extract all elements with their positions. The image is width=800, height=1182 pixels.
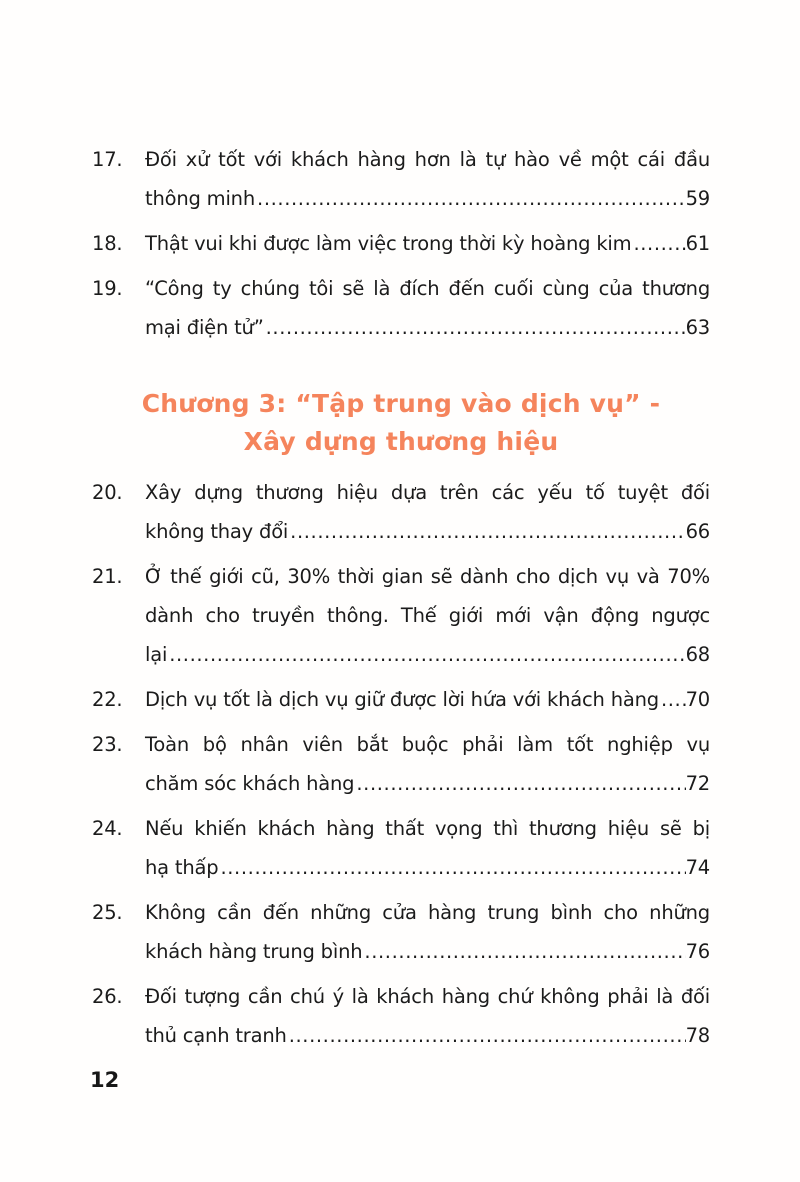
toc-entry-text-line: Nếu khiến khách hàng thất vọng thì thương hiệu sẽ bị (145, 817, 710, 840)
toc-entry-number: 25. (92, 901, 123, 924)
toc-entry-text-line: dành cho truyền thông. Thế giới mới vận động ngược (145, 604, 710, 627)
toc-entry-body (145, 269, 710, 347)
dot-leader (364, 932, 685, 971)
toc-entry-number: 20. (92, 481, 123, 504)
toc-entry (92, 977, 710, 1055)
toc-entry-text-line: không thay đổi (145, 520, 289, 543)
toc-entry-text-line: Xây dựng thương hiệu dựa trên các yếu tố tuyệt đối (145, 481, 710, 504)
toc-entry-body (145, 977, 710, 1055)
toc-entry-body (145, 893, 710, 971)
toc-entry-text-line: thông minh (145, 187, 256, 210)
toc-entry-text-line: chăm sóc khách hàng (145, 772, 355, 795)
toc-entry-text-line: Dịch vụ tốt là dịch vụ giữ được lời hứa với khách hàng (145, 688, 659, 711)
toc-entry-page-ref: 63 (685, 316, 710, 339)
dot-leader (661, 680, 686, 719)
toc-entry-last-line (145, 680, 710, 719)
dot-leader (633, 224, 685, 263)
toc-entry-body (145, 473, 710, 551)
toc-entry-body (145, 809, 710, 887)
toc-entry-text-line: lại (145, 643, 168, 666)
toc-entry-body (145, 224, 710, 263)
toc-entry (92, 893, 710, 971)
toc-entry-text-line: “Công ty chúng tôi sẽ là đích đến cuối cùng của thương (145, 277, 710, 300)
toc-entry (92, 269, 710, 347)
toc-entry-page-ref: 78 (685, 1024, 710, 1047)
toc-entry-number: 22. (92, 688, 123, 711)
toc-entry-page-ref: 76 (685, 940, 710, 963)
toc-entry-page-ref: 68 (685, 643, 710, 666)
toc-entry (92, 725, 710, 803)
toc-entry-number: 23. (92, 733, 123, 756)
toc-entry (92, 680, 710, 719)
toc-entry-body (145, 140, 710, 218)
toc-entry-number: 19. (92, 277, 123, 300)
dot-leader (169, 635, 685, 674)
toc-entry-text-line: Toàn bộ nhân viên bắt buộc phải làm tốt nghiệp vụ (145, 733, 710, 756)
dot-leader (220, 848, 685, 887)
toc-entry-body (145, 680, 710, 719)
toc-entry-page-ref: 74 (685, 856, 710, 879)
toc-entry-number: 17. (92, 148, 123, 171)
toc-entry-number: 18. (92, 232, 123, 255)
toc-entry-last-line (145, 1016, 710, 1055)
toc-entry-number: 26. (92, 985, 123, 1008)
toc-entry-text-line: Thật vui khi được làm việc trong thời kỳ hoàng kim (145, 232, 632, 255)
toc-entry (92, 809, 710, 887)
toc-entry-number: 24. (92, 817, 123, 840)
toc-entry (92, 473, 710, 551)
dot-leader (257, 179, 686, 218)
toc-entry-last-line (145, 179, 710, 218)
toc-entry (92, 557, 710, 674)
toc-entry-text-line: thủ cạnh tranh (145, 1024, 287, 1047)
toc-entry-page-ref: 61 (685, 232, 710, 255)
toc-entry-number: 21. (92, 565, 123, 588)
dot-leader (266, 308, 686, 347)
page-number: 12 (90, 1068, 120, 1092)
toc-entry-last-line (145, 932, 710, 971)
toc-entry-body (145, 557, 710, 674)
toc-entry-last-line (145, 764, 710, 803)
toc-section-after-heading (92, 473, 710, 1055)
toc-entry-body (145, 725, 710, 803)
toc-entry-text-line: khách hàng trung bình (145, 940, 363, 963)
toc-entry (92, 140, 710, 218)
dot-leader (356, 764, 685, 803)
chapter-heading (92, 385, 710, 461)
toc-entry-page-ref: 66 (685, 520, 710, 543)
toc-entry-text-line: Đối tượng cần chú ý là khách hàng chứ không phải là đối (145, 985, 710, 1008)
dot-leader (290, 512, 685, 551)
toc-entry-text-line: hạ thấp (145, 856, 219, 879)
chapter-heading-line2: Xây dựng thương hiệu (243, 427, 559, 456)
toc-entry-last-line (145, 224, 710, 263)
toc-entry (92, 224, 710, 263)
toc-entry-last-line (145, 308, 710, 347)
toc-entry-last-line (145, 848, 710, 887)
toc-entry-text-line: mại điện tử” (145, 316, 264, 339)
toc-entry-text-line: Đối xử tốt với khách hàng hơn là tự hào về một cái đầu (145, 148, 710, 171)
toc-entry-page-ref: 70 (685, 688, 710, 711)
toc-entry-page-ref: 72 (685, 772, 710, 795)
toc-entry-last-line (145, 512, 710, 551)
toc-section-before-heading (92, 140, 710, 347)
toc-entry-last-line (145, 635, 710, 674)
dot-leader (289, 1016, 686, 1055)
chapter-heading-line1: Chương 3: “Tập trung vào dịch vụ” - (141, 389, 661, 418)
toc-entry-text-line: Không cần đến những cửa hàng trung bình cho những (145, 901, 710, 924)
toc-entry-text-line: Ở thế giới cũ, 30% thời gian sẽ dành cho dịch vụ và 70% (145, 565, 710, 588)
toc-entry-page-ref: 59 (685, 187, 710, 210)
